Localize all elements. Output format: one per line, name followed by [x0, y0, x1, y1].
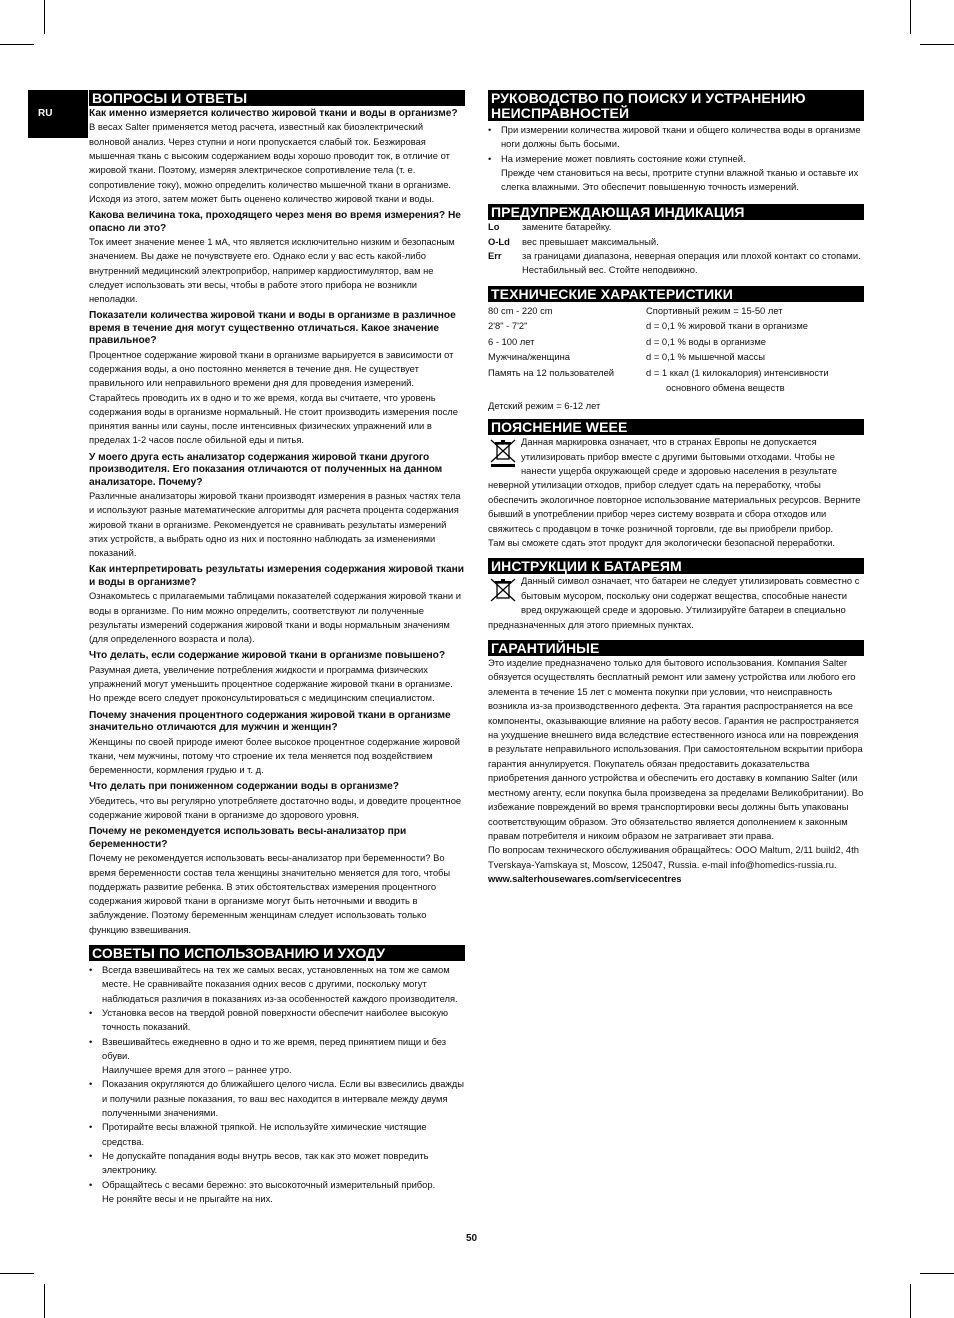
battery-text: Данный символ означает, что батареи не следует утилизировать совместно с бытовым мусором, поскольку они содержат вещества, способные нанести вред окружающей среде и здоровью. Утилизируйте батареи в специально предназначенных для этого приемных пунктах.: [488, 575, 860, 630]
faq-item: [89, 210, 465, 306]
spec-left: [488, 380, 646, 396]
spec-right: d = 0,1 % мышечной массы: [646, 351, 765, 363]
tip-item-text: Всегда взвешивайтесь на тех же самых весах, установленных на том же самом месте. Не сравнивайте показания одних весов с другими, поскольку могут наблюдаться различия в показаниях из-за особенностей каждого производителя.: [102, 964, 458, 1004]
spec-left: Детский режим = 6-12 лет: [488, 399, 601, 411]
tip-item: [89, 1035, 465, 1078]
warnings-list: [488, 220, 864, 277]
weee-text-2: Там вы сможете сдать этот продукт для экологически безопасной переработки.: [488, 537, 835, 549]
warning-text: замените батарейку.: [522, 221, 612, 233]
warning-text: за границами диапазона, неверная операция или плохой контакт со стопами. Нестабильный вес. Стойте неподвижно.: [522, 250, 861, 276]
faq-question: Как именно измеряется количество жировой ткани и воды в организме?: [89, 108, 458, 119]
faq-answer: Различные анализаторы жировой ткани производят измерения в разных частях тела и используют разные математические алгоритмы для расчета процента содержания жировой ткани в организме. Рекомендуется не сравнивать результаты измерений этих устройств, а выбрать одно из них и постоянно наблюдать за изменениями показаний.: [89, 490, 461, 559]
warnings-heading: ПРЕДУПРЕЖДАЮЩАЯ ИНДИКАЦИЯ: [488, 204, 864, 220]
faq-heading: ВОПРОСЫ И ОТВЕТЫ: [89, 90, 465, 106]
troubleshoot-item-subtext: Прежде чем становиться на весы, протрите ступни влажной тканью и оставьте их слегка влажными. Это обеспечит повышенную точность измерений.: [501, 166, 859, 193]
faq-item: [89, 826, 465, 937]
warning-row: [488, 249, 864, 278]
faq-item: [89, 108, 465, 206]
specs-table: [488, 303, 864, 414]
page-number: 50: [466, 1233, 478, 1244]
tip-item: [89, 963, 465, 1006]
service-centres-link[interactable]: www.salterhousewares.com/servicecentres: [488, 873, 682, 885]
faq-item: [89, 710, 465, 778]
tips-list: [89, 963, 465, 1206]
left-column: [89, 90, 465, 1206]
faq-question: Показатели количества жировой ткани и воды в организме в различное время в течение дня могут существенно отличаться. Какое значение правильное?: [89, 310, 456, 347]
faq-answer: Убедитесь, что вы регулярно употребляете достаточно воды, и доведите процентное содержание жировой ткани в организме до здорового уровня.: [89, 794, 462, 821]
faq-answer: Почему не рекомендуется использовать весы-анализатор при беременности? Во время беременности состав тела женщины значительно меняется для того, чтобы поддержать развитие ребенка. В этих обстоятельствах измерения процентного содержания жировой ткани в организме могут быть неточными и вводить в заблуждение. Поэтому беременным женщинам следует использовать только функцию взвешивания.: [89, 852, 451, 935]
faq-item: [89, 452, 465, 561]
right-column: [488, 90, 864, 887]
spec-left: 80 cm - 220 cm: [488, 304, 553, 316]
spec-right: Спортивный режим = 15-50 лет: [646, 304, 783, 316]
faq-question: У моего друга есть анализатор содержания жировой ткани другого производителя. Его показания отличаются от полученных на данном анализаторе. Почему?: [89, 451, 443, 488]
warning-row: [488, 235, 864, 249]
weee-text: Данная маркировка означает, что в странах Европы не допускается утилизировать прибор вместе с другими бытовыми отходами. Чтобы не нанести ущерба окружающей среде и здоровью населения в результате неверной утилизации отходов, прибор следует сдать на переработку, чтобы обеспечить экологичное повторное использование материальных ресурсов. Верните бывший в употреблении прибор через систему возврата и сбора отходов или свяжитесь с продавцом в точке розничной торговли, где вы приобрели прибор.: [488, 436, 861, 534]
tip-item-subtext: Не роняйте весы и не прыгайте на них.: [102, 1192, 273, 1204]
spec-left: 2'8" - 7'2": [488, 320, 528, 332]
crop-mark: [920, 44, 954, 45]
crossed-bin-icon: [488, 576, 518, 606]
faq-answer: В весах Salter применяется метод расчета, известный как биоэлектрический волновой анализ. Через ступни и ноги пропускается слабый ток. Безжировая мышечная ткань с высоким содержанием воды хорошо проводит ток, в отличие от жировой ткани. Поэтому, измеряя электрическое сопротивление тела (т. е. сопротивление току), можно определить количество мышечной ткани в организме. Исходя из этого, затем может быть оценено количество жировой ткани и воды.: [89, 121, 452, 204]
weee-heading: ПОЯСНЕНИЕ WEEE: [488, 419, 864, 435]
tips-heading: СОВЕТЫ ПО ИСПОЛЬЗОВАНИЮ И УХОДУ: [89, 945, 465, 961]
spec-right: d = 0,1 % воды в организме: [646, 335, 766, 347]
language-tab: RU: [28, 90, 88, 138]
crop-mark: [910, 1284, 911, 1318]
crop-mark: [0, 44, 34, 45]
troubleshoot-item: [488, 123, 864, 152]
warning-text: вес превышает максимальный.: [522, 235, 659, 247]
spec-right: d = 0,1 % жировой ткани в организме: [646, 320, 808, 332]
faq-answer: Процентное содержание жировой ткани в организме варьируется в зависимости от содержания воды, а оно постоянно меняется в течение дня. Не существует правильного или неправильного времени дня для проведения измерений. Старайтесь проводить их в одно и то же время, когда вы считаете, что уровень содержания воды в организме нормальный. Не стоит производить измерения после принятия ванны или сауны, после интенсивных физических упражнений или в пределах 1-2 часов после обильной еды и питья.: [89, 348, 458, 446]
faq-item: [89, 564, 465, 646]
warranty-heading: ГАРАНТИЙНЫЕ: [488, 640, 864, 656]
faq-question: Почему значения процентного содержания жировой ткани в организме значительно отличаются для мужчин и женщин?: [89, 709, 451, 734]
spec-left: Мужчина/женщина: [488, 351, 570, 363]
battery-block: [488, 574, 864, 632]
crop-mark: [910, 0, 911, 34]
faq-answer: Разумная диета, увеличение потребления жидкости и программа физических упражнений могут уменьшить процентное содержание жировой ткани в организме. Но прежде всего следует проконсультироваться с медицинским специалистом.: [89, 663, 453, 704]
faq-question: Как интерпретировать результаты измерения содержания жировой ткани и воды в организме?: [89, 564, 465, 588]
faq-answer: Женщины по своей природе имеют более высокое процентное содержание жировой ткани, чем мужчины, потому что строение их тела меняется под воздействием беременности, кормления грудью и т. д.: [89, 735, 460, 776]
troubleshoot-heading: РУКОВОДСТВО ПО ПОИСКУ И УСТРАНЕНИЮ НЕИСПРАВНОСТЕЙ: [488, 90, 864, 121]
faq-answer: Ток имеет значение менее 1 мА, что является исключительно низким и безопасным значением. Вы даже не почувствуете его. Однако если у вас есть какой-либо внутренний медицинский электроприбор, например кардиостимулятор, вам не следует использовать эти весы, чтобы в работе этого прибора не возникли неполадки.: [89, 236, 455, 305]
specs-heading: ТЕХНИЧЕСКИЕ ХАРАКТЕРИСТИКИ: [488, 286, 864, 302]
warranty-contact: По вопросам технического обслуживания обращайтесь: OOO Maltum, 2/11 build2, 4th Tverskaya-Yamskaya st, Moscow, 125047, Russia. e-mail info@homedics-russia.ru.: [488, 844, 859, 870]
faq-item: [89, 650, 465, 705]
spec-left: Память на 12 пользователей: [488, 366, 615, 378]
weee-block: [488, 435, 864, 550]
tip-item-text: Взвешивайтесь ежедневно в одно и то же время, перед принятием пищи и без обуви.: [102, 1035, 447, 1061]
spec-left: 6 - 100 лет: [488, 335, 535, 347]
troubleshoot-item-text: При измерении количества жировой ткани и общего количества воды в организме ноги должны быть босыми.: [501, 124, 861, 150]
tip-item: [89, 1006, 465, 1035]
crop-mark: [44, 1284, 45, 1318]
tip-item: [89, 1178, 465, 1207]
tip-item: [89, 1077, 465, 1120]
faq-answer: Ознакомьтесь с прилагаемыми таблицами показателей содержания жировой ткани и воды в организме. По ним можно определить, соответствуют ли полученные результаты измерений содержания жировой ткани и воды нормальным значениям (для определенного возраста и пола).: [89, 590, 461, 645]
crop-mark: [44, 0, 45, 34]
warning-row: [488, 220, 864, 234]
warranty-text: Это изделие предназначено только для бытового использования. Компания Salter обязуется осуществлять бесплатный ремонт или замену устройства или любого его элемента в течение 15 лет с момента покупки при условии, что неисправность возникла из-за производственного дефекта. Эта гарантия распространяется на все компоненты, оказывающие влияние на работу весов. Гарантия не распространяется на ухудшение внешнего вида вследствие естественного износа или на повреждения в результате неправильного использования. При самостоятельном вскрытии прибора гарантия аннулируется. Покупатель обязан предоставить доказательства приобретения данного устройства и обеспечить его доставку в компанию Salter (или местному агенту, если покупка была произведена за пределами Великобритании). Во избежание повреждений во время транспортировки весы должны быть упакованы соответствующим образом. Это обязательство является дополнением к законным правам потребителя и никоим образом не затрагивает эти права.: [488, 657, 864, 841]
tip-item-text: Показания округляются до ближайшего целого числа. Если вы взвесились дважды и получили разные показания, то ваш вес находится в интервале между двумя полученными значениями.: [102, 1078, 464, 1119]
battery-heading: ИНСТРУКЦИИ К БАТАРЕЯМ: [488, 558, 864, 574]
spec-right: d = 1 ккал (1 килокалория) интенсивности: [646, 366, 829, 378]
tip-item-text: Установка весов на твердой ровной поверхности обеспечит наиболее высокую точность показаний.: [102, 1006, 449, 1033]
crop-mark: [0, 1273, 34, 1274]
troubleshoot-item: [488, 152, 864, 195]
spec-right: основного обмена веществ: [666, 382, 785, 394]
faq-question: Почему не рекомендуется использовать весы-анализатор при беременности?: [89, 826, 407, 850]
troubleshoot-list: [488, 123, 864, 194]
faq-question: Что делать, если содержание жировой ткани в организме повышено?: [89, 650, 446, 662]
crossed-bin-icon: [488, 437, 518, 467]
warning-code: Lo: [488, 221, 500, 233]
warning-code: Err: [488, 250, 502, 262]
faq-item: [89, 781, 465, 822]
tip-item-text: Протирайте весы влажной тряпкой. Не используйте химические чистящие средства.: [102, 1121, 427, 1147]
tip-item: [89, 1120, 465, 1149]
faq-question: Какова величина тока, проходящего через меня во время измерения? Не опасно ли это?: [89, 210, 461, 234]
faq-list: [89, 108, 465, 937]
faq-item: [89, 310, 465, 447]
warning-code: O-Ld: [488, 235, 510, 247]
troubleshoot-item-text: На измерение может повлиять состояние кожи ступней.: [501, 152, 746, 164]
tip-item-text: Не допускайте попадания воды внутрь весов, так как это может повредить электронику.: [102, 1149, 429, 1176]
warranty-block: [488, 656, 864, 887]
tip-item: [89, 1149, 465, 1178]
crop-mark: [920, 1273, 954, 1274]
tip-item-subtext: Наилучшее время для этого – раннее утро.: [102, 1064, 292, 1076]
tip-item-text: Обращайтесь с весами бережно: это высокоточный измерительный прибор.: [102, 1178, 436, 1190]
faq-question: Что делать при пониженном содержании воды в организме?: [89, 781, 400, 793]
